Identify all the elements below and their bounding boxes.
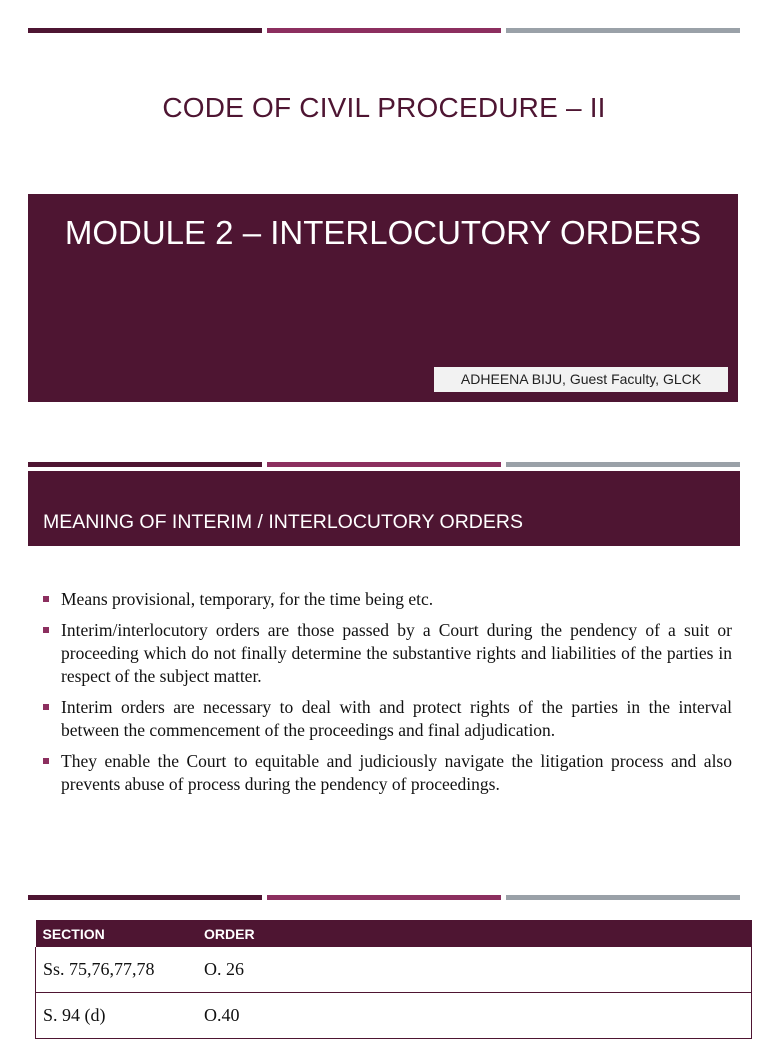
module-title: MODULE 2 – INTERLOCUTORY ORDERS (64, 214, 702, 251)
bullet-list (40, 588, 732, 804)
course-title: CODE OF CIVIL PROCEDURE – II (162, 92, 606, 123)
table-cell: O. 26 (197, 947, 752, 993)
table-cell: Ss. 75,76,77,78 (36, 947, 198, 993)
table-cell: O.40 (197, 993, 752, 1039)
table-row (36, 947, 752, 993)
bullet-text: Means provisional, temporary, for the time being etc. (61, 589, 434, 609)
bar-gray (506, 895, 740, 900)
section-heading: MEANING OF INTERIM / INTERLOCUTORY ORDERS (43, 511, 523, 533)
decorative-bars (28, 462, 740, 467)
bullet-icon (43, 758, 49, 764)
table-cell: S. 94 (d) (36, 993, 198, 1039)
bar-dark (28, 462, 262, 467)
bar-accent (267, 462, 501, 467)
bar-accent (267, 28, 501, 33)
bullet-text: Interim orders are necessary to deal with and protect rights of the parties in the interval between the commencement of the proceedings and final adjudication. (61, 697, 732, 740)
bullet-icon (43, 627, 49, 633)
column-header-section: SECTION (36, 920, 198, 947)
section-order-table (35, 920, 752, 1039)
bullet-text: They enable the Court to equitable and judiciously navigate the litigation process and also prevents abuse of process during the pendency of proceedings. (61, 751, 732, 794)
author-label: ADHEENA BIJU, Guest Faculty, GLCK (434, 367, 728, 392)
decorative-bars (28, 28, 740, 33)
list-item (40, 750, 732, 796)
list-item (40, 696, 732, 742)
decorative-bars (28, 895, 740, 900)
column-header-order: ORDER (197, 920, 752, 947)
bullet-text: Interim/interlocutory orders are those passed by a Court during the pendency of a suit or proceeding which do not finally determine the substantive rights and liabilities of the parties in respect of the subject matter. (61, 620, 732, 686)
bullet-icon (43, 596, 49, 602)
bar-gray (506, 28, 740, 33)
module-title-box (28, 194, 738, 402)
bar-accent (267, 895, 501, 900)
list-item (40, 588, 732, 611)
bar-gray (506, 462, 740, 467)
bullet-icon (43, 704, 49, 710)
table-header-row (36, 920, 752, 947)
list-item (40, 619, 732, 688)
table-row (36, 993, 752, 1039)
bar-dark (28, 28, 262, 33)
section-heading-box (28, 471, 740, 546)
bar-dark (28, 895, 262, 900)
